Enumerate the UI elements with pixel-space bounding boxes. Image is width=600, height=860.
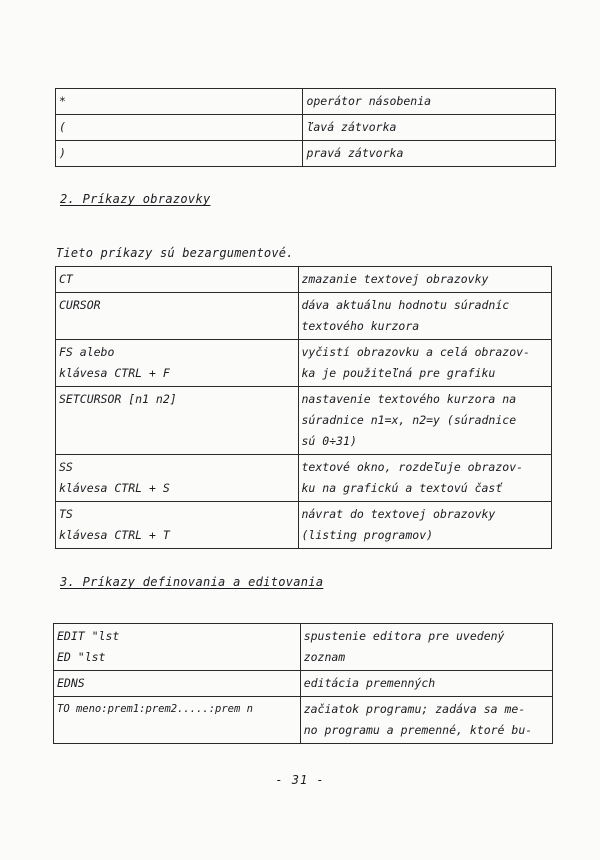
section-heading: 2. Príkazy obrazovky [60,192,211,206]
operators-table [55,88,556,167]
command-cell: CURSOR [56,293,299,340]
description-cell: začiatok programu; zadáva sa me- no programu a premenné, ktoré bu- [300,697,552,744]
section-heading: 3. Príkazy definovania a editovania [60,575,324,589]
operator-symbol: ) [56,141,303,167]
description-cell: návrat do textovej obrazovky (listing programov) [298,502,552,549]
definition-commands-table [53,623,553,744]
operator-symbol: * [56,89,303,115]
table-row [56,115,556,141]
command-cell: CT [56,267,299,293]
section-intro: Tieto príkazy sú bezargumentové. [56,246,294,260]
table-row [56,141,556,167]
command-cell: SETCURSOR [n1 n2] [56,387,299,455]
operator-symbol: ( [56,115,303,141]
table-row [56,340,552,387]
operator-description: pravá zátvorka [303,141,556,167]
command-cell: EDNS [54,671,301,697]
table-row [56,455,552,502]
command-cell: TO meno:prem1:prem2.....:prem n [54,697,301,744]
command-cell: EDIT "lst ED "lst [54,624,301,671]
table-row [54,697,553,744]
description-cell: editácia premenných [300,671,552,697]
page-number: - 31 - [275,773,325,787]
table-row [56,293,552,340]
table-row [54,671,553,697]
operator-description: operátor násobenia [303,89,556,115]
description-cell: zmazanie textovej obrazovky [298,267,552,293]
command-cell: SS klávesa CTRL + S [56,455,299,502]
description-cell: nastavenie textového kurzora na súradnice n1=x, n2=y (súradnice sú 0÷31) [298,387,552,455]
screen-commands-table [55,266,552,549]
table-row [54,624,553,671]
command-cell: FS alebo klávesa CTRL + F [56,340,299,387]
operator-description: ľavá zátvorka [303,115,556,141]
description-cell: textové okno, rozdeľuje obrazov- ku na grafickú a textovú časť [298,455,552,502]
description-cell: dáva aktuálnu hodnotu súradníc textového kurzora [298,293,552,340]
description-cell: spustenie editora pre uvedený zoznam [300,624,552,671]
table-row [56,502,552,549]
description-cell: vyčistí obrazovku a celá obrazov- ka je použiteľná pre grafiku [298,340,552,387]
table-row [56,89,556,115]
command-cell: TS klávesa CTRL + T [56,502,299,549]
table-row [56,387,552,455]
table-row [56,267,552,293]
